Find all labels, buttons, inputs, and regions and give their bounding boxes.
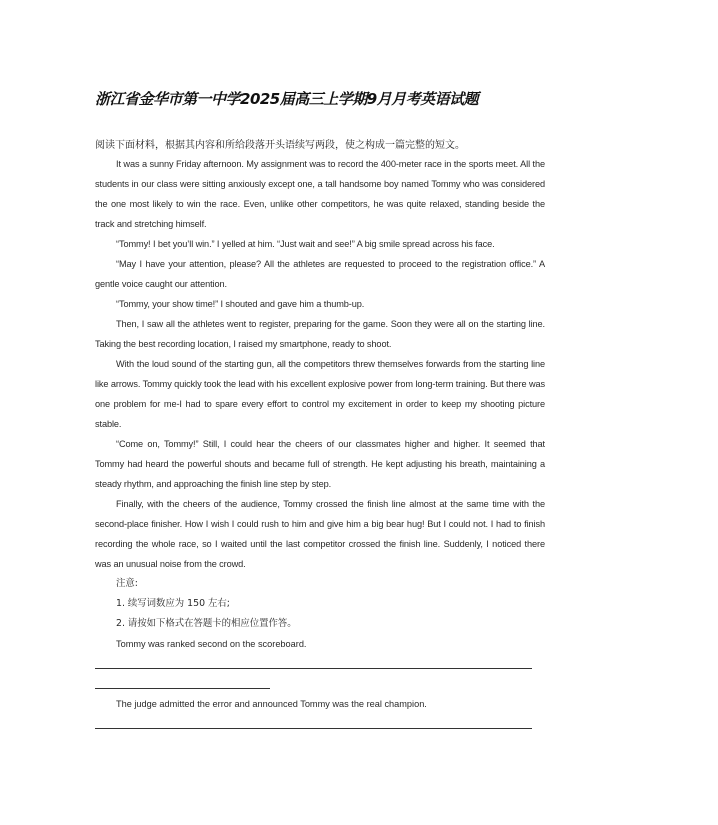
paragraph: Finally, with the cheers of the audience, Tommy crossed the finish line almost at the same time with the second-place finisher. How I wish I could rush to him and give him a big bear hug! But I could not. I had to finish recording the whole race, so I waited until the last competitor crossed the finish line. Suddenly, I noticed there was an unusual noise from the crowd. [95,499,545,569]
paragraph: “Tommy! I bet you’ll win.” I yelled at him. “Just wait and see!” A big smile spread across his face. [116,239,495,249]
notes-section [95,574,545,634]
continuation-prompt-second: The judge admitted the error and announced Tommy was the real champion. [116,699,427,709]
note-item: 2. 请按如下格式在答题卡的相应位置作答。 [116,618,297,629]
paragraph: “Come on, Tommy!” Still, I could hear the cheers of our classmates higher and higher. It seemed that Tommy had heard the powerful shouts and became full of strength. He kept adjusting his breath, maintaining a steady rhythm, and approaching the finish line step by step. [95,439,545,489]
continuation-prompt-first: Tommy was ranked second on the scoreboard. [116,639,307,649]
answer-line[interactable] [95,674,545,694]
notes-heading: 注意: [116,578,138,589]
paragraph: Then, I saw all the athletes went to register, preparing for the game. Soon they were all on the starting line. Taking the best recording location, I raised my smartphone, ready to shoot. [95,319,545,349]
answer-line[interactable] [95,714,545,734]
note-item: 1. 续写词数应为 150 左右; [116,598,230,609]
paragraph: With the loud sound of the starting gun, all the competitors threw themselves forwards from the starting line like arrows. Tommy quickly took the lead with his excellent explosive power from long-term training. But there was one problem for me-I had to spare every effort to control my excitement in order to keep my shooting picture stable. [95,359,545,429]
paragraph: “May I have your attention, please? All the athletes are requested to proceed to the registration office.” A gentle voice caught our attention. [95,259,545,289]
page-title: 浙江省金华市第一中学2025届高三上学期9月月考英语试题 [95,90,479,108]
paragraph: “Tommy, your show time!” I shouted and gave him a thumb-up. [116,299,365,309]
paragraph: It was a sunny Friday afternoon. My assignment was to record the 400-meter race in the sports meet. All the students in our class were sitting anxiously except one, a tall handsome boy named Tommy who was considered the one most likely to win the race. Even, unlike other competitors, he was quite relaxed, standing beside the track and stretching himself. [95,159,545,229]
instruction-text: 阅读下面材料，根据其内容和所给段落开头语续写两段，使之构成一篇完整的短文。 [95,140,465,151]
passage-body [95,154,545,734]
answer-line[interactable] [95,654,545,674]
